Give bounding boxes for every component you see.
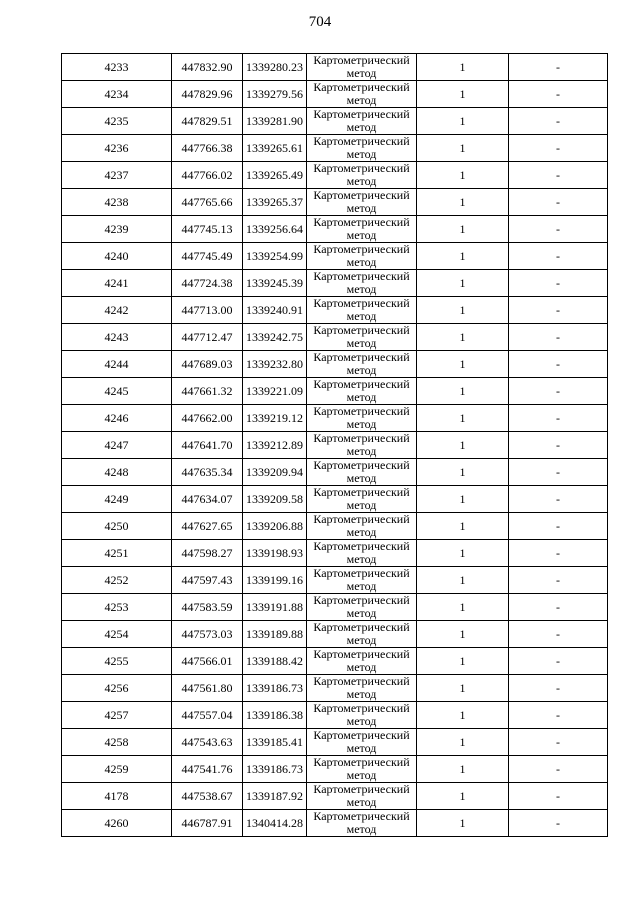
point-number-cell: 4242	[62, 297, 172, 324]
x-coordinate-cell: 447627.65	[172, 513, 243, 540]
x-coordinate-cell: 447724.38	[172, 270, 243, 297]
table-row	[62, 297, 608, 324]
y-coordinate-cell: 1339221.09	[243, 378, 307, 405]
table-row	[62, 513, 608, 540]
x-coordinate-cell: 447832.90	[172, 54, 243, 81]
method-label-line1: Картометрический	[313, 728, 410, 742]
accuracy-cell: 1	[417, 513, 509, 540]
x-coordinate-cell: 447538.67	[172, 783, 243, 810]
note-cell: -	[509, 459, 608, 486]
y-coordinate-cell: 1339186.38	[243, 702, 307, 729]
x-coordinate-cell: 447712.47	[172, 324, 243, 351]
note-cell: -	[509, 405, 608, 432]
y-coordinate-cell: 1339188.42	[243, 648, 307, 675]
point-number-cell: 4244	[62, 351, 172, 378]
method-cell	[307, 54, 417, 81]
point-number-cell: 4254	[62, 621, 172, 648]
point-number-cell: 4255	[62, 648, 172, 675]
method-label-line1: Картометрический	[313, 188, 410, 202]
point-number-cell: 4246	[62, 405, 172, 432]
method-label-line1: Картометрический	[313, 215, 410, 229]
method-label-line2: метод	[346, 363, 377, 377]
x-coordinate-cell: 447829.96	[172, 81, 243, 108]
x-coordinate-cell: 447641.70	[172, 432, 243, 459]
accuracy-cell: 1	[417, 621, 509, 648]
point-number-cell: 4253	[62, 594, 172, 621]
y-coordinate-cell: 1339209.94	[243, 459, 307, 486]
method-label-line1: Картометрический	[313, 296, 410, 310]
page-number: 704	[308, 14, 332, 30]
table-row	[62, 540, 608, 567]
note-cell: -	[509, 783, 608, 810]
accuracy-cell: 1	[417, 351, 509, 378]
note-cell: -	[509, 135, 608, 162]
table-row	[62, 405, 608, 432]
table-row	[62, 243, 608, 270]
note-cell: -	[509, 162, 608, 189]
x-coordinate-cell: 447689.03	[172, 351, 243, 378]
y-coordinate-cell: 1339209.58	[243, 486, 307, 513]
x-coordinate-cell: 447561.80	[172, 675, 243, 702]
method-label-line2: метод	[346, 633, 377, 647]
method-cell	[307, 702, 417, 729]
table-row	[62, 432, 608, 459]
method-cell	[307, 486, 417, 513]
method-label-line2: метод	[346, 471, 377, 485]
y-coordinate-cell: 1339189.88	[243, 621, 307, 648]
y-coordinate-cell: 1339198.93	[243, 540, 307, 567]
note-cell: -	[509, 189, 608, 216]
y-coordinate-cell: 1339281.90	[243, 108, 307, 135]
x-coordinate-cell: 447573.03	[172, 621, 243, 648]
accuracy-cell: 1	[417, 432, 509, 459]
method-cell	[307, 675, 417, 702]
table-row	[62, 675, 608, 702]
x-coordinate-cell: 447662.00	[172, 405, 243, 432]
method-label-line2: метод	[346, 120, 377, 134]
method-cell	[307, 243, 417, 270]
accuracy-cell: 1	[417, 729, 509, 756]
method-label-line1: Картометрический	[313, 161, 410, 175]
note-cell: -	[509, 621, 608, 648]
y-coordinate-cell: 1339187.92	[243, 783, 307, 810]
method-label-line2: метод	[346, 390, 377, 404]
table-row	[62, 216, 608, 243]
y-coordinate-cell: 1339186.73	[243, 675, 307, 702]
method-label-line2: метод	[346, 822, 377, 836]
method-cell	[307, 783, 417, 810]
table-row	[62, 54, 608, 81]
x-coordinate-cell: 447635.34	[172, 459, 243, 486]
method-cell	[307, 729, 417, 756]
method-cell	[307, 189, 417, 216]
method-cell	[307, 648, 417, 675]
note-cell: -	[509, 81, 608, 108]
method-label-line2: метод	[346, 201, 377, 215]
y-coordinate-cell: 1340414.28	[243, 810, 307, 837]
method-cell	[307, 405, 417, 432]
method-label-line1: Картометрический	[313, 269, 410, 283]
accuracy-cell: 1	[417, 486, 509, 513]
method-label-line2: метод	[346, 714, 377, 728]
method-label-line2: метод	[346, 147, 377, 161]
table-row	[62, 702, 608, 729]
method-label-line1: Картометрический	[313, 242, 410, 256]
method-label-line1: Картометрический	[313, 620, 410, 634]
point-number-cell: 4233	[62, 54, 172, 81]
x-coordinate-cell: 447557.04	[172, 702, 243, 729]
y-coordinate-cell: 1339185.41	[243, 729, 307, 756]
x-coordinate-cell: 446787.91	[172, 810, 243, 837]
point-number-cell: 4248	[62, 459, 172, 486]
point-number-cell: 4251	[62, 540, 172, 567]
method-label-line2: метод	[346, 336, 377, 350]
table-row	[62, 729, 608, 756]
table-row	[62, 351, 608, 378]
note-cell: -	[509, 486, 608, 513]
accuracy-cell: 1	[417, 54, 509, 81]
y-coordinate-cell: 1339240.91	[243, 297, 307, 324]
accuracy-cell: 1	[417, 810, 509, 837]
method-label-line1: Картометрический	[313, 53, 410, 67]
point-number-cell: 4178	[62, 783, 172, 810]
x-coordinate-cell: 447583.59	[172, 594, 243, 621]
point-number-cell: 4249	[62, 486, 172, 513]
point-number-cell: 4245	[62, 378, 172, 405]
note-cell: -	[509, 243, 608, 270]
coordinates-table	[61, 53, 608, 837]
accuracy-cell: 1	[417, 540, 509, 567]
y-coordinate-cell: 1339265.49	[243, 162, 307, 189]
y-coordinate-cell: 1339186.73	[243, 756, 307, 783]
method-cell	[307, 513, 417, 540]
method-cell	[307, 594, 417, 621]
method-label-line1: Картометрический	[313, 350, 410, 364]
method-cell	[307, 81, 417, 108]
method-cell	[307, 567, 417, 594]
method-label-line1: Картометрический	[313, 755, 410, 769]
point-number-cell: 4241	[62, 270, 172, 297]
method-label-line2: метод	[346, 525, 377, 539]
method-label-line1: Картометрический	[313, 566, 410, 580]
accuracy-cell: 1	[417, 675, 509, 702]
method-label-line1: Картометрический	[313, 431, 410, 445]
table-row	[62, 270, 608, 297]
point-number-cell: 4243	[62, 324, 172, 351]
method-label-line2: метод	[346, 309, 377, 323]
point-number-cell: 4256	[62, 675, 172, 702]
x-coordinate-cell: 447713.00	[172, 297, 243, 324]
note-cell: -	[509, 567, 608, 594]
note-cell: -	[509, 594, 608, 621]
table-row	[62, 810, 608, 837]
x-coordinate-cell: 447829.51	[172, 108, 243, 135]
note-cell: -	[509, 648, 608, 675]
table-row	[62, 594, 608, 621]
accuracy-cell: 1	[417, 405, 509, 432]
x-coordinate-cell: 447566.01	[172, 648, 243, 675]
accuracy-cell: 1	[417, 108, 509, 135]
y-coordinate-cell: 1339279.56	[243, 81, 307, 108]
table-row	[62, 378, 608, 405]
y-coordinate-cell: 1339265.61	[243, 135, 307, 162]
method-label-line1: Картометрический	[313, 674, 410, 688]
table-row	[62, 189, 608, 216]
accuracy-cell: 1	[417, 81, 509, 108]
accuracy-cell: 1	[417, 243, 509, 270]
method-cell	[307, 297, 417, 324]
note-cell: -	[509, 108, 608, 135]
y-coordinate-cell: 1339232.80	[243, 351, 307, 378]
point-number-cell: 4250	[62, 513, 172, 540]
y-coordinate-cell: 1339191.88	[243, 594, 307, 621]
y-coordinate-cell: 1339199.16	[243, 567, 307, 594]
note-cell: -	[509, 351, 608, 378]
method-cell	[307, 351, 417, 378]
table-row	[62, 648, 608, 675]
table-row	[62, 783, 608, 810]
x-coordinate-cell: 447745.13	[172, 216, 243, 243]
method-cell	[307, 540, 417, 567]
accuracy-cell: 1	[417, 567, 509, 594]
point-number-cell: 4236	[62, 135, 172, 162]
note-cell: -	[509, 432, 608, 459]
note-cell: -	[509, 810, 608, 837]
note-cell: -	[509, 756, 608, 783]
method-cell	[307, 810, 417, 837]
method-label-line1: Картометрический	[313, 404, 410, 418]
method-label-line1: Картометрический	[313, 377, 410, 391]
method-label-line1: Картометрический	[313, 809, 410, 823]
y-coordinate-cell: 1339242.75	[243, 324, 307, 351]
method-label-line2: метод	[346, 687, 377, 701]
note-cell: -	[509, 297, 608, 324]
method-cell	[307, 135, 417, 162]
accuracy-cell: 1	[417, 783, 509, 810]
point-number-cell: 4235	[62, 108, 172, 135]
method-cell	[307, 270, 417, 297]
method-label-line1: Картометрический	[313, 782, 410, 796]
method-label-line1: Картометрический	[313, 593, 410, 607]
method-label-line2: метод	[346, 417, 377, 431]
x-coordinate-cell: 447598.27	[172, 540, 243, 567]
method-label-line1: Картометрический	[313, 485, 410, 499]
table-row	[62, 324, 608, 351]
method-label-line2: метод	[346, 660, 377, 674]
note-cell: -	[509, 378, 608, 405]
method-label-line2: метод	[346, 606, 377, 620]
y-coordinate-cell: 1339212.89	[243, 432, 307, 459]
y-coordinate-cell: 1339206.88	[243, 513, 307, 540]
method-label-line2: метод	[346, 741, 377, 755]
method-label-line1: Картометрический	[313, 539, 410, 553]
method-cell	[307, 216, 417, 243]
method-label-line2: метод	[346, 282, 377, 296]
y-coordinate-cell: 1339219.12	[243, 405, 307, 432]
table-row	[62, 621, 608, 648]
method-cell	[307, 324, 417, 351]
accuracy-cell: 1	[417, 756, 509, 783]
accuracy-cell: 1	[417, 324, 509, 351]
accuracy-cell: 1	[417, 135, 509, 162]
accuracy-cell: 1	[417, 378, 509, 405]
method-cell	[307, 756, 417, 783]
point-number-cell: 4239	[62, 216, 172, 243]
y-coordinate-cell: 1339256.64	[243, 216, 307, 243]
method-cell	[307, 108, 417, 135]
method-label-line2: метод	[346, 498, 377, 512]
x-coordinate-cell: 447634.07	[172, 486, 243, 513]
accuracy-cell: 1	[417, 297, 509, 324]
accuracy-cell: 1	[417, 270, 509, 297]
accuracy-cell: 1	[417, 594, 509, 621]
method-cell	[307, 162, 417, 189]
note-cell: -	[509, 702, 608, 729]
point-number-cell: 4238	[62, 189, 172, 216]
x-coordinate-cell: 447766.02	[172, 162, 243, 189]
coordinates-table-body	[62, 54, 608, 837]
accuracy-cell: 1	[417, 648, 509, 675]
x-coordinate-cell: 447765.66	[172, 189, 243, 216]
point-number-cell: 4258	[62, 729, 172, 756]
method-label-line2: метод	[346, 552, 377, 566]
table-row	[62, 81, 608, 108]
accuracy-cell: 1	[417, 459, 509, 486]
table-row	[62, 135, 608, 162]
point-number-cell: 4240	[62, 243, 172, 270]
point-number-cell: 4260	[62, 810, 172, 837]
method-label-line1: Картометрический	[313, 134, 410, 148]
accuracy-cell: 1	[417, 189, 509, 216]
method-label-line2: метод	[346, 444, 377, 458]
method-label-line2: метод	[346, 174, 377, 188]
y-coordinate-cell: 1339265.37	[243, 189, 307, 216]
method-cell	[307, 432, 417, 459]
y-coordinate-cell: 1339245.39	[243, 270, 307, 297]
method-label-line1: Картометрический	[313, 458, 410, 472]
x-coordinate-cell: 447766.38	[172, 135, 243, 162]
point-number-cell: 4259	[62, 756, 172, 783]
method-label-line1: Картометрический	[313, 80, 410, 94]
method-label-line1: Картометрический	[313, 701, 410, 715]
table-row	[62, 756, 608, 783]
x-coordinate-cell: 447745.49	[172, 243, 243, 270]
method-label-line2: метод	[346, 255, 377, 269]
method-label-line2: метод	[346, 768, 377, 782]
method-label-line1: Картометрический	[313, 323, 410, 337]
accuracy-cell: 1	[417, 216, 509, 243]
note-cell: -	[509, 513, 608, 540]
note-cell: -	[509, 675, 608, 702]
note-cell: -	[509, 540, 608, 567]
x-coordinate-cell: 447541.76	[172, 756, 243, 783]
table-row	[62, 486, 608, 513]
x-coordinate-cell: 447597.43	[172, 567, 243, 594]
note-cell: -	[509, 729, 608, 756]
method-label-line2: метод	[346, 93, 377, 107]
accuracy-cell: 1	[417, 702, 509, 729]
y-coordinate-cell: 1339280.23	[243, 54, 307, 81]
method-label-line2: метод	[346, 66, 377, 80]
point-number-cell: 4237	[62, 162, 172, 189]
note-cell: -	[509, 324, 608, 351]
point-number-cell: 4234	[62, 81, 172, 108]
method-cell	[307, 378, 417, 405]
table-row	[62, 567, 608, 594]
method-label-line1: Картометрический	[313, 647, 410, 661]
point-number-cell: 4252	[62, 567, 172, 594]
note-cell: -	[509, 54, 608, 81]
point-number-cell: 4257	[62, 702, 172, 729]
y-coordinate-cell: 1339254.99	[243, 243, 307, 270]
note-cell: -	[509, 270, 608, 297]
accuracy-cell: 1	[417, 162, 509, 189]
method-label-line2: метод	[346, 228, 377, 242]
note-cell: -	[509, 216, 608, 243]
table-row	[62, 162, 608, 189]
method-label-line2: метод	[346, 795, 377, 809]
x-coordinate-cell: 447543.63	[172, 729, 243, 756]
x-coordinate-cell: 447661.32	[172, 378, 243, 405]
method-label-line2: метод	[346, 579, 377, 593]
point-number-cell: 4247	[62, 432, 172, 459]
table-row	[62, 108, 608, 135]
table-row	[62, 459, 608, 486]
method-label-line1: Картометрический	[313, 107, 410, 121]
method-label-line1: Картометрический	[313, 512, 410, 526]
method-cell	[307, 621, 417, 648]
method-cell	[307, 459, 417, 486]
